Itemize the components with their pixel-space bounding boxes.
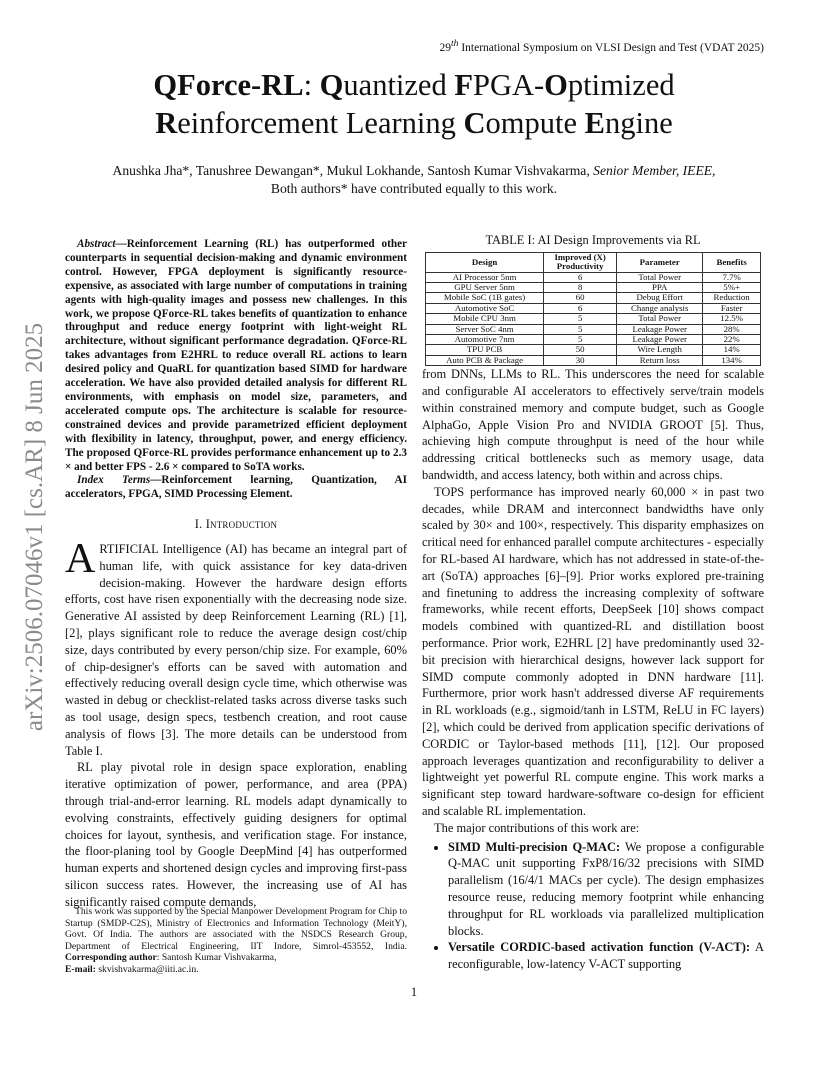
table-row <box>426 324 761 334</box>
column-header: Parameter <box>617 252 703 272</box>
abstract-text: —Reinforcement Learning (RL) has outperformed other counterparts in sequential decision-making and dynamic environment control. However, FPGA deployment is significantly resource-expensive, as associated with large number of computations in training agents with high-quality images and possess new challenges. In this work, we propose QForce-RL takes benefits of quantization to enhance throughput and reduce energy footprint with light-weight RL architecture, without significant performance degradation. QForce-RL takes advantages from E2HRL to reduce overall RL actions to learn desired policy and QuaRL for quantization based SIMD for hardware acceleration. We have also provided detailed analysis for different RL environments, with emphasis on model size, parameters, and accelerated compute ops. The architecture is scalable for resource-constrained devices and provide parametrized efficient deployment with flexibility in latency, throughput, power, and energy efficiency. The proposed QForce-RL provides performance enhancement up to 2.3 × and better FPS - 2.6 × compared to SoTA works. <box>65 238 407 473</box>
conference-header <box>440 38 764 54</box>
left-column <box>65 238 407 911</box>
abstract <box>65 238 407 474</box>
table-row <box>426 355 761 365</box>
conference-ordinal: 29 <box>439 41 452 54</box>
right-paragraph-2: TOPS performance has improved nearly 60,000 × in past two decades, while DRAM and interconnect bandwidths have only scaled by 30× and 100×, respectively. This disparity emphasizes on critical need for enhanced parallel compute architectures - especially for RL-based AI hardware, which has not addressed in state-of-the-art (SoTA) approaches [6]–[9]. Prior works explored pre-training and finetuning to address the increasing complexity of software frameworks, while recent efforts, DeepSeek [10] shows compact models combined with quantized-RL and distillation boost performance. Prior work, E2HRL [2] have predominantly used 32-bit precision with hierarchical designs, however lack support for SIMD compute commonly adopted in DNN hardware [11]. Furthermore, prior work hasn't addressed diverse AF requirements in RL workloads (e.g., sigmoid/tanh in LSTM, ReLU in FC layers) [2], which could be derived from application specific derivations of CORDIC or Taylor-based methods [11], [12]. Our proposed approach leverages quantization and reconfigurability to deliver a lightweight yet powerful RL compute engine. This work marks a significant step toward hardware-software co-design for efficient and scalable RL implementation. <box>422 484 764 818</box>
funding-text: This work was supported by the Special Manpower Development Program for Chip to Startup (SMDP-C2S), Ministry of Electronics and Information Technology (MeitY), Govt. Of India. The authors are associated with the NSDCS Research Group, Department of Electrical Engineering, IIT Indore, Simrol-453552, India. <box>65 906 407 952</box>
table-cell: 134% <box>703 355 761 365</box>
table-cell: Total Power <box>617 272 703 282</box>
contribution-heading: SIMD Multi-precision Q-MAC: <box>448 839 621 854</box>
table-row <box>426 314 761 324</box>
table-cell: 8 <box>544 283 617 293</box>
contribution-text: A reconfigurable, low-latency V-ACT supporting <box>448 940 764 972</box>
title-initial: C <box>463 106 486 140</box>
funding-note <box>65 906 407 976</box>
table-cell: 22% <box>703 335 761 345</box>
intro-paragraph-1-text: RTIFICIAL Intelligence (AI) has became an integral part of human life, with quick assistance for key data-driven decision-making. However the hardware design efforts efforts, cost have risen exponentially with the decreasing node size. Generative AI assisted by deep Reinforcement Learning (RL) [1], [2], plays significant role to reduce the average design cost/chip size, days contributed by every person/chip size. For example, 60% of chip-designer's efforts can be saved with automation and effectively reducing overall design cycle time, which otherwise was wasted in debug or checklist-related tasks across diverse tasks such as tool usage, design specs, testbench creation, and root cause analysis of flows [3]. The more details can be understood from Table I. <box>65 542 407 758</box>
author-names: Anushka Jha*, Tanushree Dewangan*, Mukul Lokhande, Santosh Kumar Vishvakarma, <box>112 163 590 178</box>
corresponding-author-label: Corresponding author <box>65 952 157 964</box>
table-cell: 6 <box>544 272 617 282</box>
column-header: Design <box>426 252 544 272</box>
table-row <box>426 335 761 345</box>
section-heading-introduction <box>65 516 407 533</box>
paper-title <box>60 66 768 142</box>
title-initial: Q <box>319 68 344 102</box>
title-text: ompute <box>485 106 585 140</box>
column-header: Improved (X) Productivity <box>544 252 617 272</box>
title-block <box>60 66 768 198</box>
table-cell: Change analysis <box>617 303 703 313</box>
table-cell: 30 <box>544 355 617 365</box>
table-caption: TABLE I: AI Design Improvements via RL <box>485 233 701 247</box>
table-cell: Mobile CPU 3nm <box>426 314 544 324</box>
author-note: Both authors* have contributed equally to this work. <box>270 181 558 196</box>
corresponding-author: : Santosh Kumar Vishvakarma, <box>156 952 277 964</box>
table-cell: PPA <box>617 283 703 293</box>
right-column <box>422 232 764 973</box>
table-cell: Leakage Power <box>617 335 703 345</box>
table-cell: 14% <box>703 345 761 355</box>
conference-name: International Symposium on VLSI Design and Test (VDAT 2025) <box>458 41 764 54</box>
table-cell: 50 <box>544 345 617 355</box>
page-number: 1 <box>410 985 418 999</box>
title-initial: QForce-RL <box>153 68 304 102</box>
footnote <box>65 906 407 976</box>
title-initial: E <box>584 106 605 140</box>
arxiv-stamp <box>14 292 56 762</box>
contributions-list <box>422 839 764 973</box>
table-cell: Server SoC 4nm <box>426 324 544 334</box>
section-title: Introduction <box>205 517 278 532</box>
title-initial: F <box>454 68 473 102</box>
table-cell: 28% <box>703 324 761 334</box>
section-number: I. <box>194 517 206 532</box>
table-cell: Auto PCB & Package <box>426 355 544 365</box>
table-cell: 60 <box>544 293 617 303</box>
list-item <box>448 939 764 973</box>
table-cell: 5 <box>544 314 617 324</box>
table-cell: 5 <box>544 324 617 334</box>
title-text: ngine <box>605 106 673 140</box>
table-cell: Mobile SoC (1B gates) <box>426 293 544 303</box>
index-terms-label: Index Terms <box>77 474 151 487</box>
results-table <box>425 252 761 366</box>
list-item <box>448 839 764 940</box>
title-initial: O <box>544 68 568 102</box>
title-text: einforcement Learning <box>177 106 464 140</box>
table-cell: Total Power <box>617 314 703 324</box>
abstract-label: Abstract <box>77 238 116 250</box>
table-cell: Reduction <box>703 293 761 303</box>
title-text: ptimized <box>567 68 675 102</box>
table-cell: GPU Server 5nm <box>426 283 544 293</box>
table-cell: AI Processor 5nm <box>426 272 544 282</box>
table-row <box>426 345 761 355</box>
index-terms <box>65 474 407 502</box>
intro-paragraph-2: RL play pivotal role in design space exploration, enabling iterative optimization of power, performance, and area (PPA) through trial-and-error learning. RL models adapt dynamically to evolving constraints, effectively guiding designers for optimal choices for layout, synthesis, and verification stage. For instance, the floor-planing tool by Google DeepMind [4] has outperformed human experts and shortened design cycles and improving first-pass silicon success rates. However, the increasing use of AI has significantly raised compute demands, <box>65 760 407 909</box>
title-text: : <box>303 68 320 102</box>
table-cell: 5 <box>544 335 617 345</box>
table-cell: 6 <box>544 303 617 313</box>
contribution-text: We propose a configurable Q-MAC unit supporting FxP8/16/32 precisions with SIMD parallelism (16/4/1 MACs per cycle). The design emphasizes resource reuse, reducing memory footprint while enhancing throughput for RL workloads via parallelized multiplication blocks. <box>448 839 764 938</box>
table-cell: 7.7% <box>703 272 761 282</box>
intro-paragraph-1 <box>65 536 407 759</box>
title-text: uantized <box>343 68 455 102</box>
table-cell: 12.5% <box>703 314 761 324</box>
table-cell: Automotive SoC <box>426 303 544 313</box>
title-line-1 <box>153 68 674 102</box>
title-line-2 <box>155 106 673 140</box>
table-cell: Leakage Power <box>617 324 703 334</box>
email-label: E-mail: <box>65 963 96 975</box>
table-row <box>426 272 761 282</box>
index-terms-text: —Reinforcement learning, Quantization, AI accelerators, FPGA, SIMD Processing Element. <box>65 474 407 501</box>
table-row <box>426 283 761 293</box>
table-cell: Automotive 7nm <box>426 335 544 345</box>
right-paragraph-1: from DNNs, LLMs to RL. This underscores the need for scalable and configurable AI accelerators to effectively serve/train models within constrained memory and compute budget, such as Google AlphaGo, Apple Vision Pro and NVIDIA GROOT [5]. Thus, achieving high compute throughput is need of the hour while addressing critical bottlenecks such as memory usage, data bandwidth, and access latency, both within and across chips. <box>422 367 764 483</box>
author-list <box>60 162 768 198</box>
table-row <box>426 293 761 303</box>
column-header: Benefits <box>703 252 761 272</box>
table-row <box>426 303 761 313</box>
table-cell: Return loss <box>617 355 703 365</box>
table-cell: Faster <box>703 303 761 313</box>
table-body <box>426 272 761 366</box>
title-initial: R <box>155 106 178 140</box>
drop-cap: A <box>65 536 96 583</box>
table-cell: Debug Effort <box>617 293 703 303</box>
title-text: PGA- <box>472 68 545 102</box>
table-cell: 5%+ <box>703 283 761 293</box>
table-cell: Wire Length <box>617 345 703 355</box>
right-paragraph-3: The major contributions of this work are: <box>434 820 640 835</box>
table-header-row <box>426 252 761 272</box>
email-address: skvishvakarma@iiti.ac.in. <box>95 963 199 975</box>
table-cell: TPU PCB <box>426 345 544 355</box>
author-role: Senior Member, IEEE, <box>593 163 716 178</box>
arxiv-identifier: arXiv:2506.07046v1 [cs.AR] 8 Jun 2025 <box>21 322 48 732</box>
conference-ordinal-suffix: th <box>451 38 459 49</box>
contribution-heading: Versatile CORDIC-based activation function (V-ACT): <box>448 940 750 955</box>
